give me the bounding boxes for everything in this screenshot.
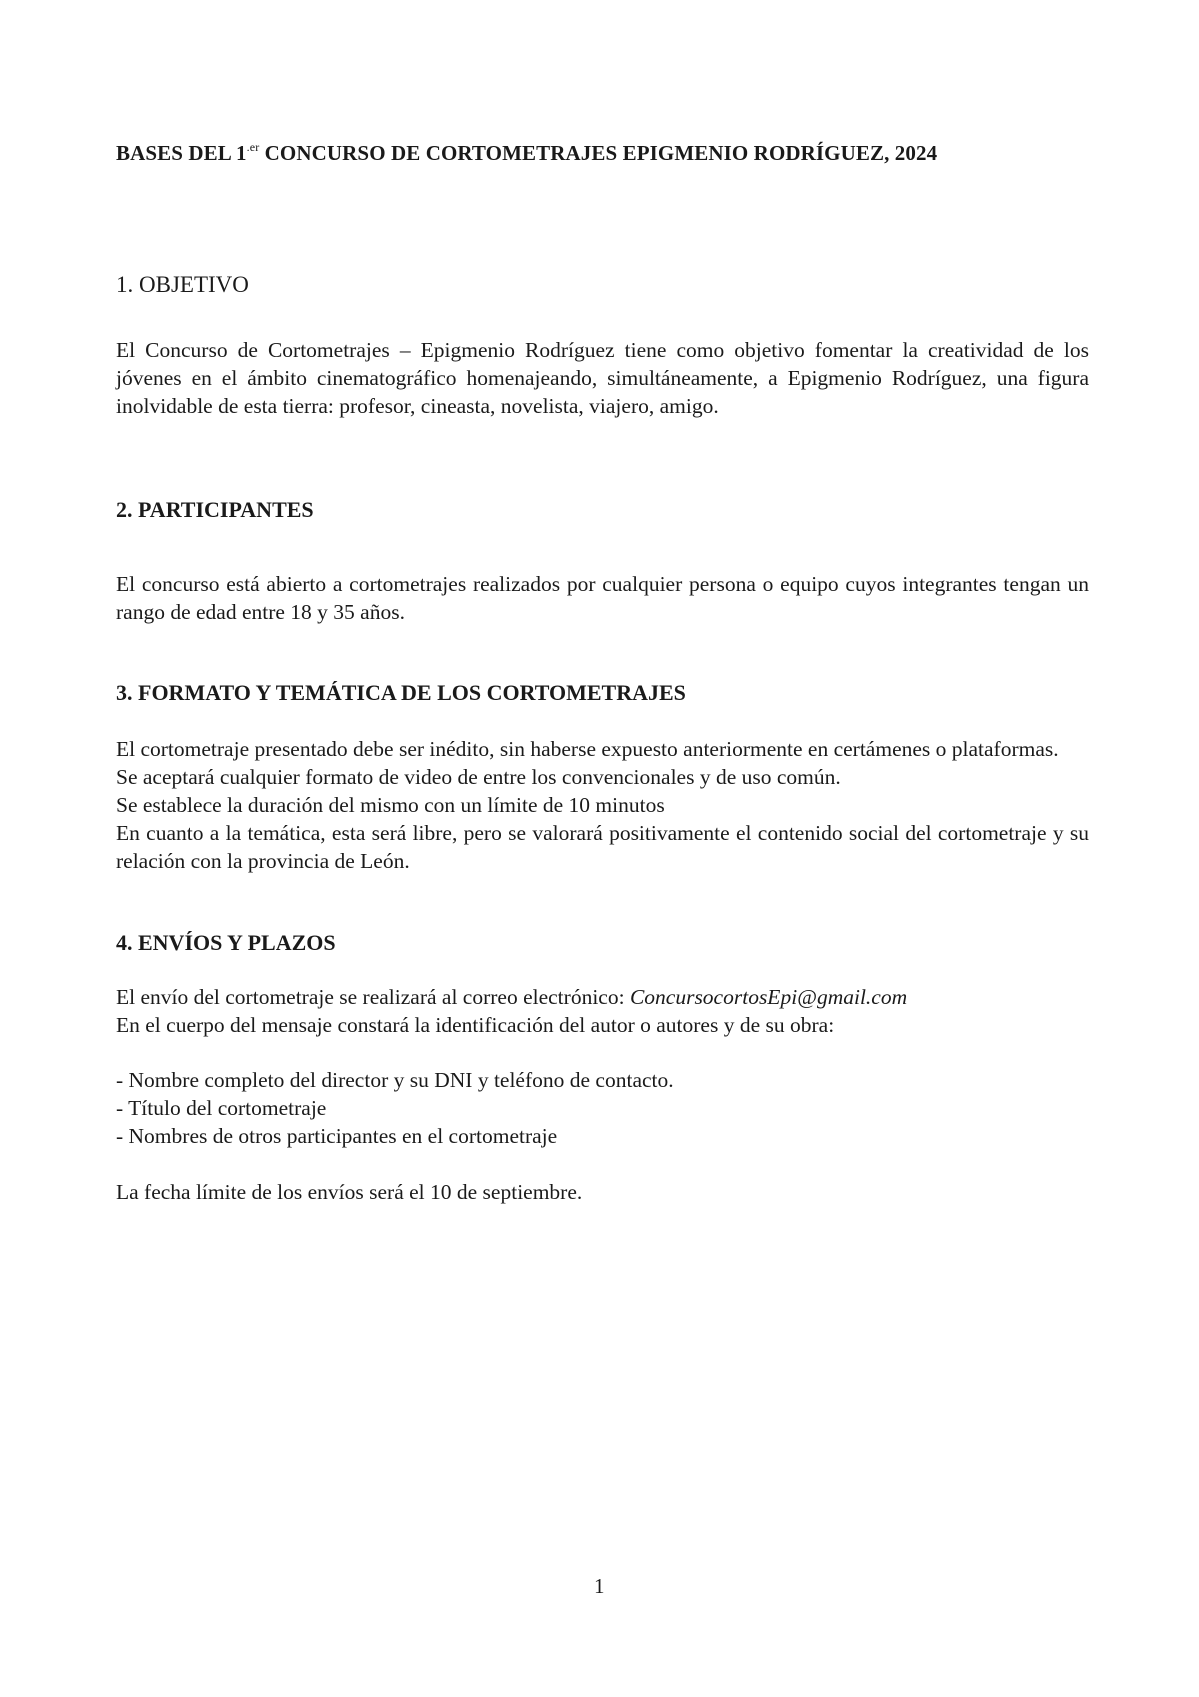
objetivo-paragraph: El Concurso de Cortometrajes – Epigmenio Rodríguez tiene como objetivo fomentar la creatividad de los jóvenes en el ámbito cinematográfico homenajeando, simultáneamente, a Epigmenio Rodríguez, una figura inolvidable de esta tierra: profesor, cineasta, novelista, viajero, amigo. xyxy=(116,338,1089,418)
section-heading-envios: 4. ENVÍOS Y PLAZOS xyxy=(116,930,336,955)
section-heading-formato: 3. FORMATO Y TEMÁTICA DE LOS CORTOMETRAJES xyxy=(116,680,686,705)
envios-identification: En el cuerpo del mensaje constará la identificación del autor o autores y de su obra: xyxy=(116,1013,835,1037)
envios-list-item: - Nombres de otros participantes en el cortometraje xyxy=(116,1124,558,1148)
section-body-participantes xyxy=(116,570,1089,626)
envios-deadline: La fecha límite de los envíos será el 10 de septiembre. xyxy=(116,1180,583,1204)
page-number: 1 xyxy=(594,1574,605,1598)
formato-paragraph-4: En cuanto a la temática, esta será libre, pero se valorará positivamente el contenido social del cortometraje y su relación con la provincia de León. xyxy=(116,821,1089,873)
email-intro: El envío del cortometraje se realizará al correo electrónico: xyxy=(116,985,630,1009)
document-title xyxy=(116,140,937,166)
section-heading-objetivo: 1. OBJETIVO xyxy=(116,272,249,297)
formato-paragraph-1: El cortometraje presentado debe ser inédito, sin haberse expuesto anteriormente en certámenes o plataformas. xyxy=(116,737,1059,761)
envios-list-item: - Nombre completo del director y su DNI y teléfono de contacto. xyxy=(116,1068,674,1092)
formato-paragraph-3: Se establece la duración del mismo con un límite de 10 minutos xyxy=(116,793,665,817)
envios-list-item: - Título del cortometraje xyxy=(116,1096,327,1120)
title-prefix: BASES DEL 1 xyxy=(116,141,247,165)
formato-paragraph-2: Se aceptará cualquier formato de video de entre los convencionales y de uso común. xyxy=(116,765,841,789)
title-suffix: CONCURSO DE CORTOMETRAJES EPIGMENIO RODRÍGUEZ, 2024 xyxy=(259,141,938,165)
contact-email-link[interactable]: ConcursocortosEpi@gmail.com xyxy=(629,985,908,1009)
title-superscript: .er xyxy=(246,140,260,154)
section-heading-participantes: 2. PARTICIPANTES xyxy=(116,497,314,522)
participantes-paragraph: El concurso está abierto a cortometrajes realizados por cualquier persona o equipo cuyos integrantes tengan un rango de edad entre 18 y 35 años. xyxy=(116,572,1089,624)
section-body-objetivo xyxy=(116,336,1089,420)
envios-email-line xyxy=(116,985,907,1010)
section-body-formato xyxy=(116,735,1089,875)
